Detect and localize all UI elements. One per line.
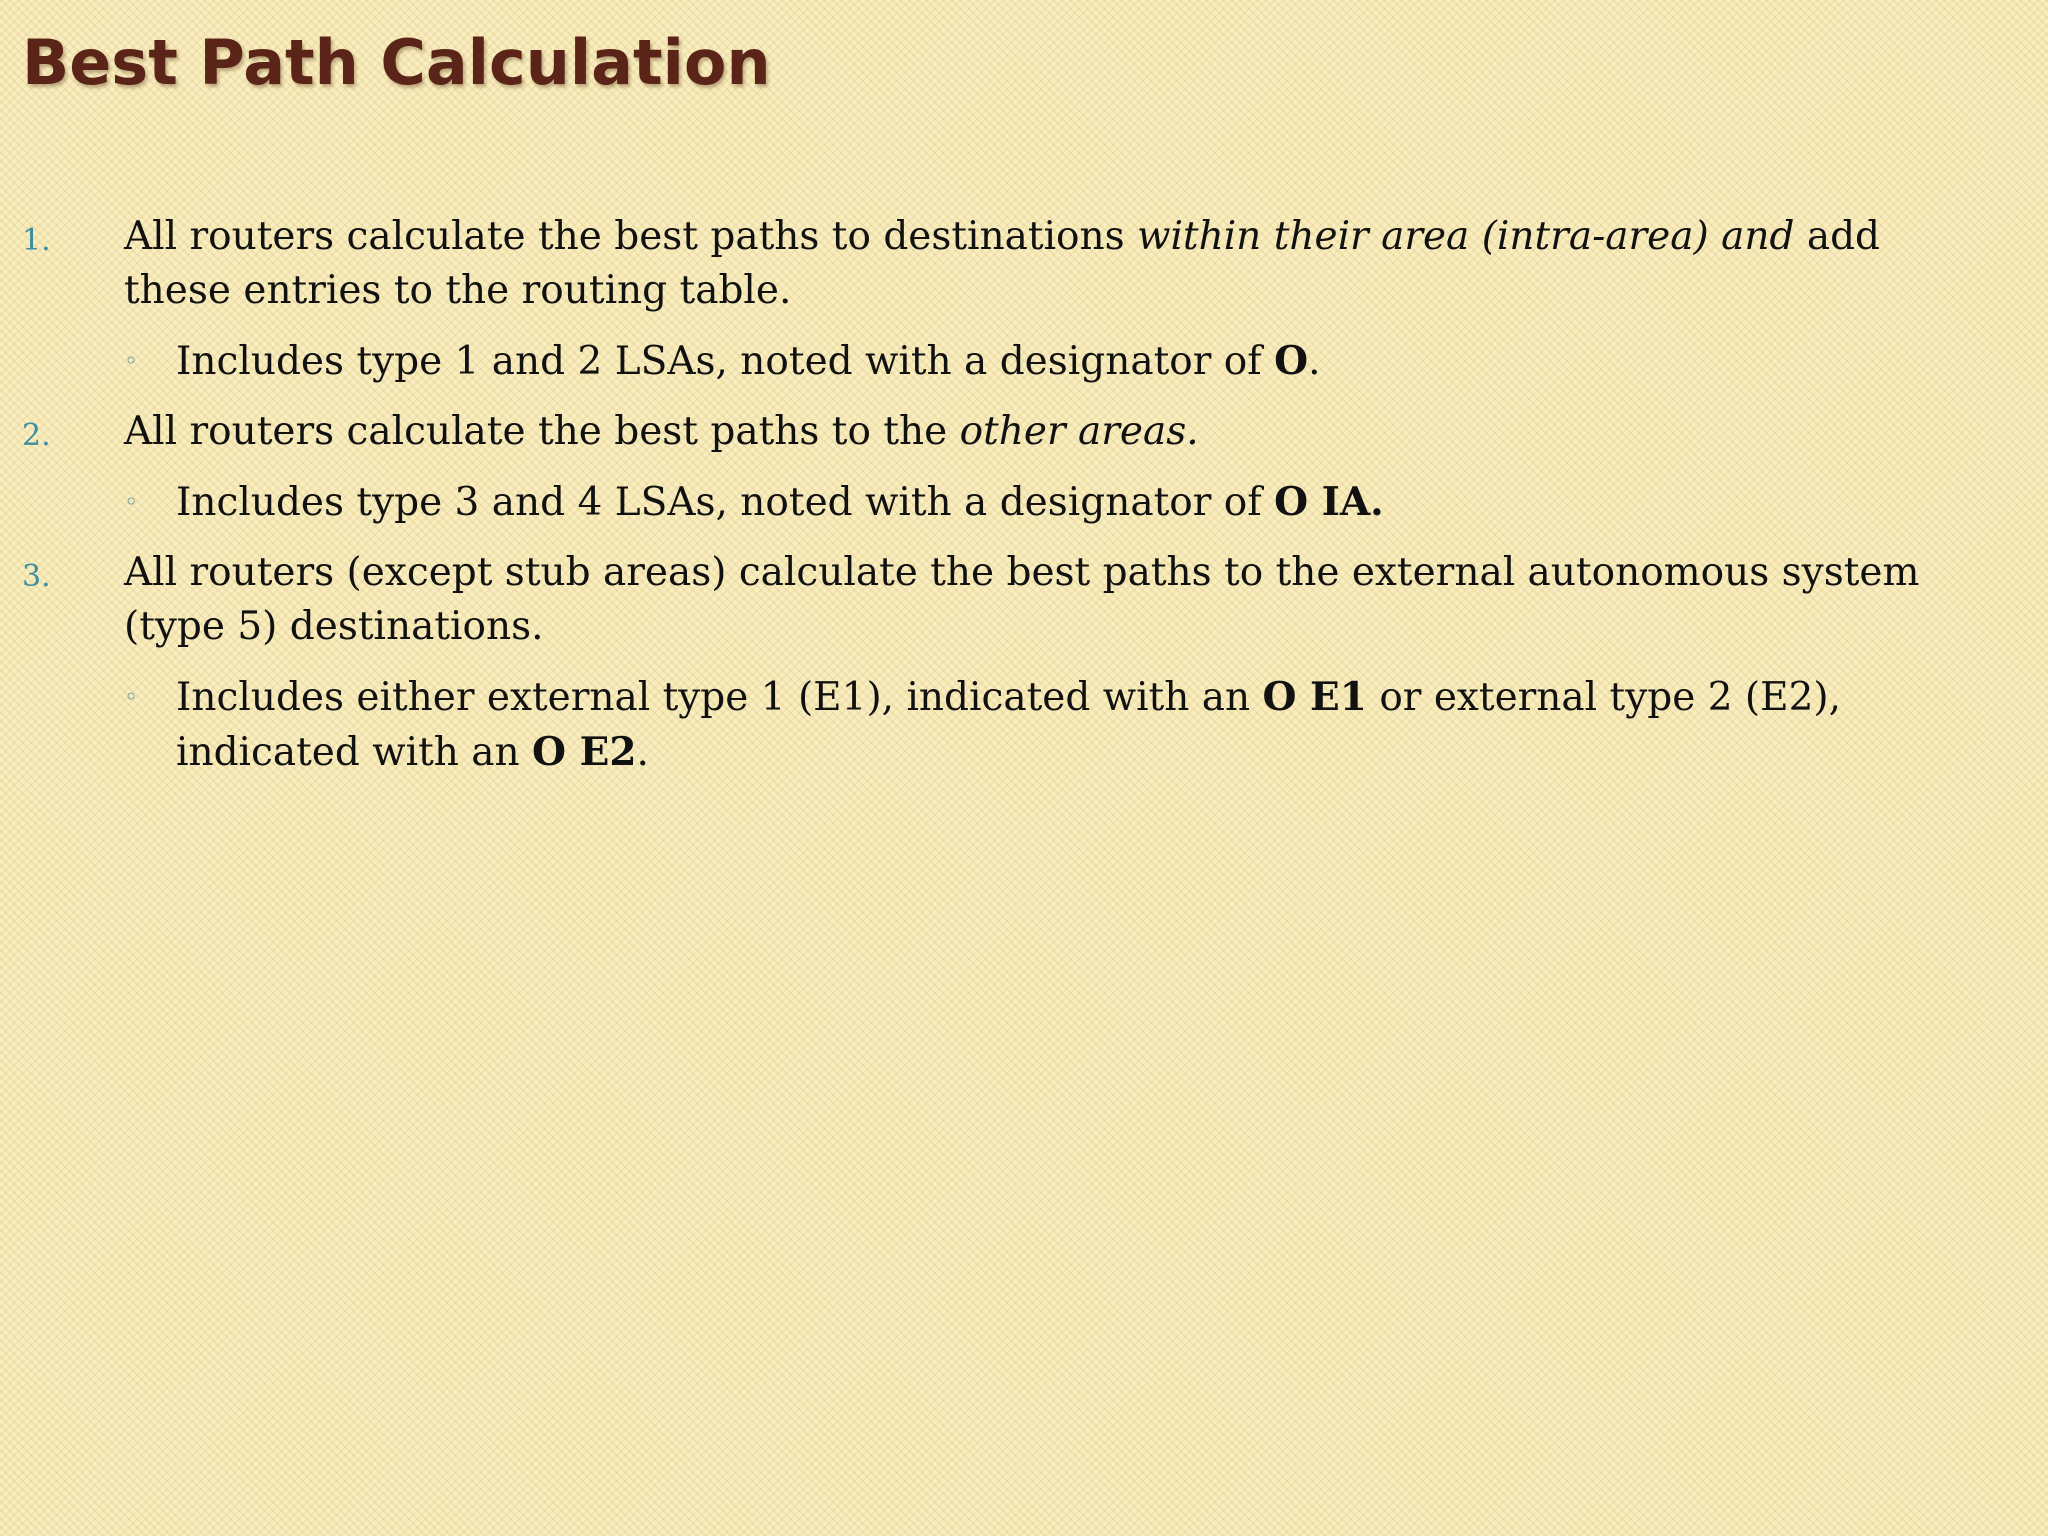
designator-code: O: [1274, 338, 1309, 384]
item-text: add these entries to the routing table.: [124, 214, 1881, 313]
bullet-icon: ◦: [124, 683, 139, 711]
sub-item-3: [22, 670, 1982, 780]
sub-item-1: [22, 334, 1982, 389]
item-text: All routers calculate the best paths to destinations: [124, 214, 1138, 259]
designator-code: O E2: [532, 729, 637, 775]
list-item-3: [22, 546, 1982, 654]
designator-code: O E1: [1262, 674, 1367, 720]
item-text: All routers (except stub areas) calculate the best paths to the external autonomous system (type 5) destinations.: [124, 550, 1920, 649]
item-text-italic: other areas.: [959, 409, 1199, 454]
list-item-1: [22, 210, 1982, 318]
designator-code: O IA.: [1274, 479, 1384, 525]
list-number: 3.: [22, 559, 51, 594]
sub-item-text: Includes type 3 and 4 LSAs, noted with a designator of: [176, 480, 1275, 525]
item-text: All routers calculate the best paths to the: [124, 409, 960, 454]
slide-title: Best Path Calculation: [22, 26, 771, 99]
list-number: 2.: [22, 418, 51, 453]
list-item-2: [22, 405, 1982, 459]
slide-content: [22, 210, 1982, 796]
sub-item-text: or external type 2 (E2), indicated with an: [176, 675, 1842, 775]
item-text-italic: within their area (intra-area) and: [1137, 214, 1795, 259]
sub-item-2: [22, 475, 1982, 530]
sub-item-text: Includes type 1 and 2 LSAs, noted with a designator of: [176, 339, 1275, 384]
list-number: 1.: [22, 223, 51, 258]
sub-item-text: .: [636, 730, 649, 775]
sub-item-text: Includes either external type 1 (E1), indicated with an: [176, 675, 1263, 720]
bullet-icon: ◦: [124, 488, 139, 516]
sub-item-text: .: [1308, 339, 1321, 384]
bullet-icon: ◦: [124, 347, 139, 375]
